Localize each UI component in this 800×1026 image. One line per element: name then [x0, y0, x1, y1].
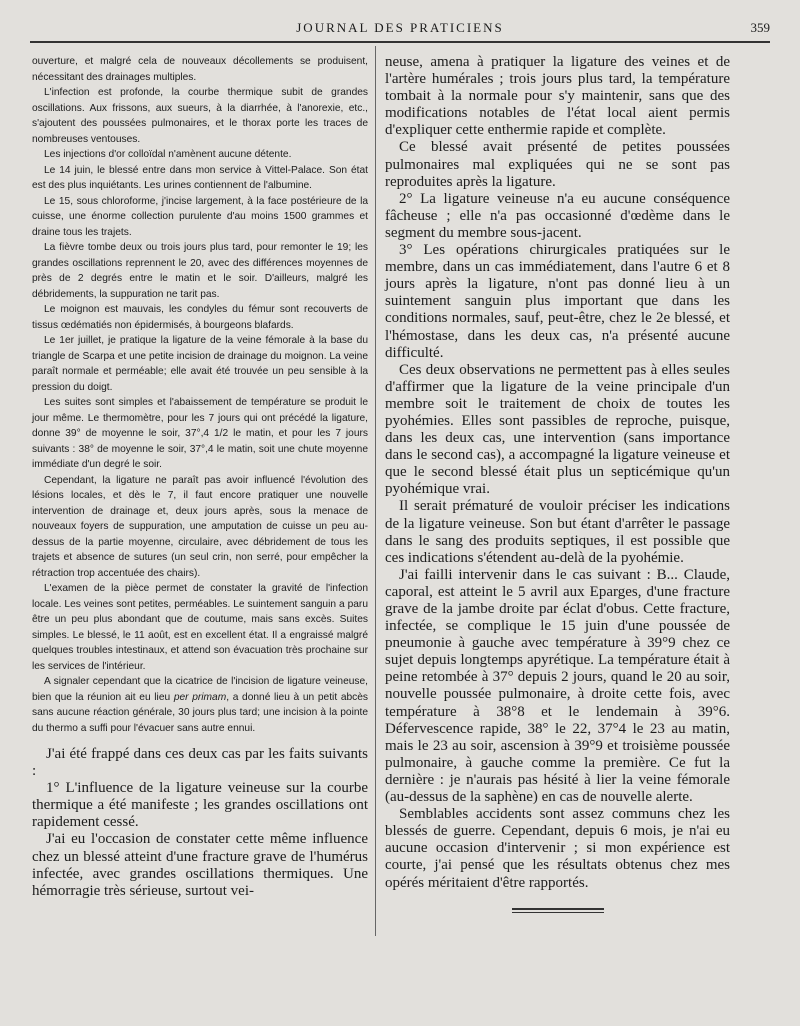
paragraph: L'examen de la pièce permet de constater la gravité de l'infection locale. Les veines sont petites, perméables. Le suintement sanguin a paru être un peu plus abondant que de coutume, mais sans excès. Suites simples. Le blessé, le 11 août, est en excellent état. Il a engraissé malgré quelques troubles intestinaux, et attend son évacuation très prochaine sur les services de l'intérieur. — [32, 583, 368, 672]
paragraph: Cependant, la ligature ne paraît pas avoir influencé l'évolution des lésions locales, et dès le 7, il faut encore pratiquer une nouvelle intervention de drainage et, deux jours après, sous la menace de nouveaux foyers de suppuration, une amputation de cuisse un peu au-dessus de la partie moyenne, circulaire, avec débridement de tous les trajets et absence de sutures (un seul crin, non serré, pour empêcher la rétraction trop accentuée des chairs). — [32, 474, 368, 579]
header-rule — [30, 41, 770, 43]
paragraph: La fièvre tombe deux ou trois jours plus tard, pour remonter le 19; les grandes oscillations reprennent le 20, avec des différences moyennes de près de 2 degrés entre le matin et le soir. D'ailleurs, malgré les débridements, la suppuration ne tarit pas. — [32, 242, 368, 300]
paragraph: J'ai eu l'occasion de constater cette même influence chez un blessé atteint d'une fracture grave de l'humérus infectée, avec grandes oscillations thermiques. Une hémorragie très sérieuse, surtout vei- — [32, 831, 368, 899]
paragraph: Les injections d'or colloïdal n'amènent aucune détente. — [44, 149, 292, 160]
paragraph: neuse, amena à pratiquer la ligature des veines et de l'artère humérales ; trois jours plus tard, la température tombait à la normale pour s'y maintenir, sans que des modifications notables de l'état local aient permis d'expliquer cette enthermie rapide et complète. — [385, 54, 730, 139]
paragraph: Les suites sont simples et l'abaissement de température se produit le jour même. Le thermomètre, pour les 7 jours qui ont précédé la ligature, donne 39° de moyenne le soir, 37°,4 1/2 le matin, et pour les 7 jours suivants : 38° de moyenne le soir, 37°,4 le matin, soit une chute moyenne immédiate d'un degré le soir. — [32, 397, 368, 470]
text-run: A signaler cependant que la cicatrice de l'incision de ligature veineuse, bien que la réunion ait eu lieu — [32, 676, 368, 703]
paragraph — [32, 674, 368, 736]
paragraph: L'infection est profonde, la courbe thermique subit de grandes oscillations. Aux frissons, aux sueurs, à la diarrhée, à l'anorexie, etc., s'ajoutent des poussées pulmonaires, et le thorax porte les traces de nombreuses ventouses. — [32, 87, 368, 145]
paragraph: Le 15, sous chloroforme, j'incise largement, à la face postérieure de la cuisse, une énorme collection purulente d'au moins 1500 grammes et draine tous les trajets. — [32, 195, 368, 238]
paragraph: 3° Les opérations chirurgicales pratiquées sur le membre, dans un cas immédiatement, dans l'autre 6 et 8 jours après la ligature, n'ont pas donné lieu à un suintement sanguin plus important que dans les conditions normales, sauf, peut-être, chez le 2e blessé, et l'hémostase, dans les deux cas, n'a présenté aucune difficulté. — [385, 242, 730, 361]
paragraph: Le 1er juillet, je pratique la ligature de la veine fémorale à la base du triangle de Scarpa et une petite incision de drainage du moignon. La veine paraît normale et perméable; elle avait été trouvée un peu sensible à la pression du doigt. — [32, 335, 368, 393]
italic-latin-term: per primam — [173, 691, 227, 703]
text-run: , a donné lieu à un petit abcès sans aucune réaction générale, 30 jours plus tard; une incision à la pointe du thermo a suffi pour l'évacuer sans autre ennui. — [32, 691, 369, 734]
discussion-text — [32, 746, 368, 900]
paragraph: J'ai été frappé dans ces deux cas par les faits suivants : — [32, 746, 368, 780]
paragraph: 2° La ligature veineuse n'a eu aucune conséquence fâcheuse ; elle n'a pas occasionné d'œdème dans le segment du membre sous-jacent. — [385, 190, 730, 241]
paragraph: Il serait prématuré de vouloir préciser les indications de la ligature veineuse. Son but étant d'arrêter le passage dans le sang des produits septiques, il est possible que ces indications s'étendent au-delà de la pyohémie. — [385, 498, 730, 566]
case-report-small-print — [32, 54, 368, 736]
paragraph: Semblables accidents sont assez communs chez les blessés de guerre. Cependant, depuis 6 mois, je n'ai eu aucune occasion d'intervenir ; si mon expérience est courte, j'ai pensé que les résultats obtenus chez mes opérés méritaient d'être rapportés. — [385, 806, 730, 891]
page-number: 359 — [750, 20, 770, 35]
left-column — [32, 54, 368, 900]
paragraph: J'ai failli intervenir dans le cas suivant : B... Claude, caporal, est atteint le 5 avril aux Eparges, d'une fracture grave de la jambe droite par éclat d'obus. Cette fracture, infectée, se complique le 15 juin d'une poussée de pneumonie à gauche avec température à 39°9 chez ce sujet depuis longtemps apyrétique. La température était à peine retombée à 37° depuis 2 jours, quand le 20 au soir, nouvelle poussée pulmonaire, à droite cette fois, avec température à 38°8 et le lendemain à 39°6. Défervescence rapide, 38° le 22, 37°4 le 23 au matin, mais le 23 au soir, ascension à 39°9 et troisième poussée pulmonaire, à gauche comme la première. Ce fut la dernière : je n'aurais pas hésité à lier la veine fémorale (au-dessus de la saphène) en cas de nouvelle alerte. — [385, 566, 730, 806]
paragraph: Le moignon est mauvais, les condyles du fémur sont recouverts de tissus œdématiés non épidermisés, à bourgeons blafards. — [32, 304, 368, 331]
paragraph: Le 14 juin, le blessé entre dans mon service à Vittel-Palace. Son état est des plus inquiétants. Les urines contiennent de l'albumine. — [32, 164, 368, 191]
paragraph: Ce blessé avait présenté de petites poussées pulmonaires mal expliquées qui ne se sont pas reproduites après la ligature. — [385, 139, 730, 190]
running-header — [30, 14, 770, 42]
paragraph: Ces deux observations ne permettent pas à elles seules d'affirmer que la ligature de la veine principale d'un membre soit le traitement de choix de toutes les pyohémies. Elles sont passibles de reproche, puisque, dans les deux cas, une intervention (sans importance dans le second cas), a accompagné la ligature veineuse et que le second blessé était plus un septicémique qu'un pyohémique vrai. — [385, 361, 730, 498]
journal-title: JOURNAL DES PRATICIENS — [296, 20, 504, 35]
right-column — [385, 54, 730, 913]
end-of-article-rule — [512, 908, 604, 913]
column-divider — [375, 46, 376, 936]
paragraph: 1° L'influence de la ligature veineuse sur la courbe thermique a été manifeste ; les grandes oscillations ont rapidement cessé. — [32, 780, 368, 831]
paragraph: ouverture, et malgré cela de nouveaux décollements se produisent, nécessitant des drainages multiples. — [32, 56, 368, 83]
